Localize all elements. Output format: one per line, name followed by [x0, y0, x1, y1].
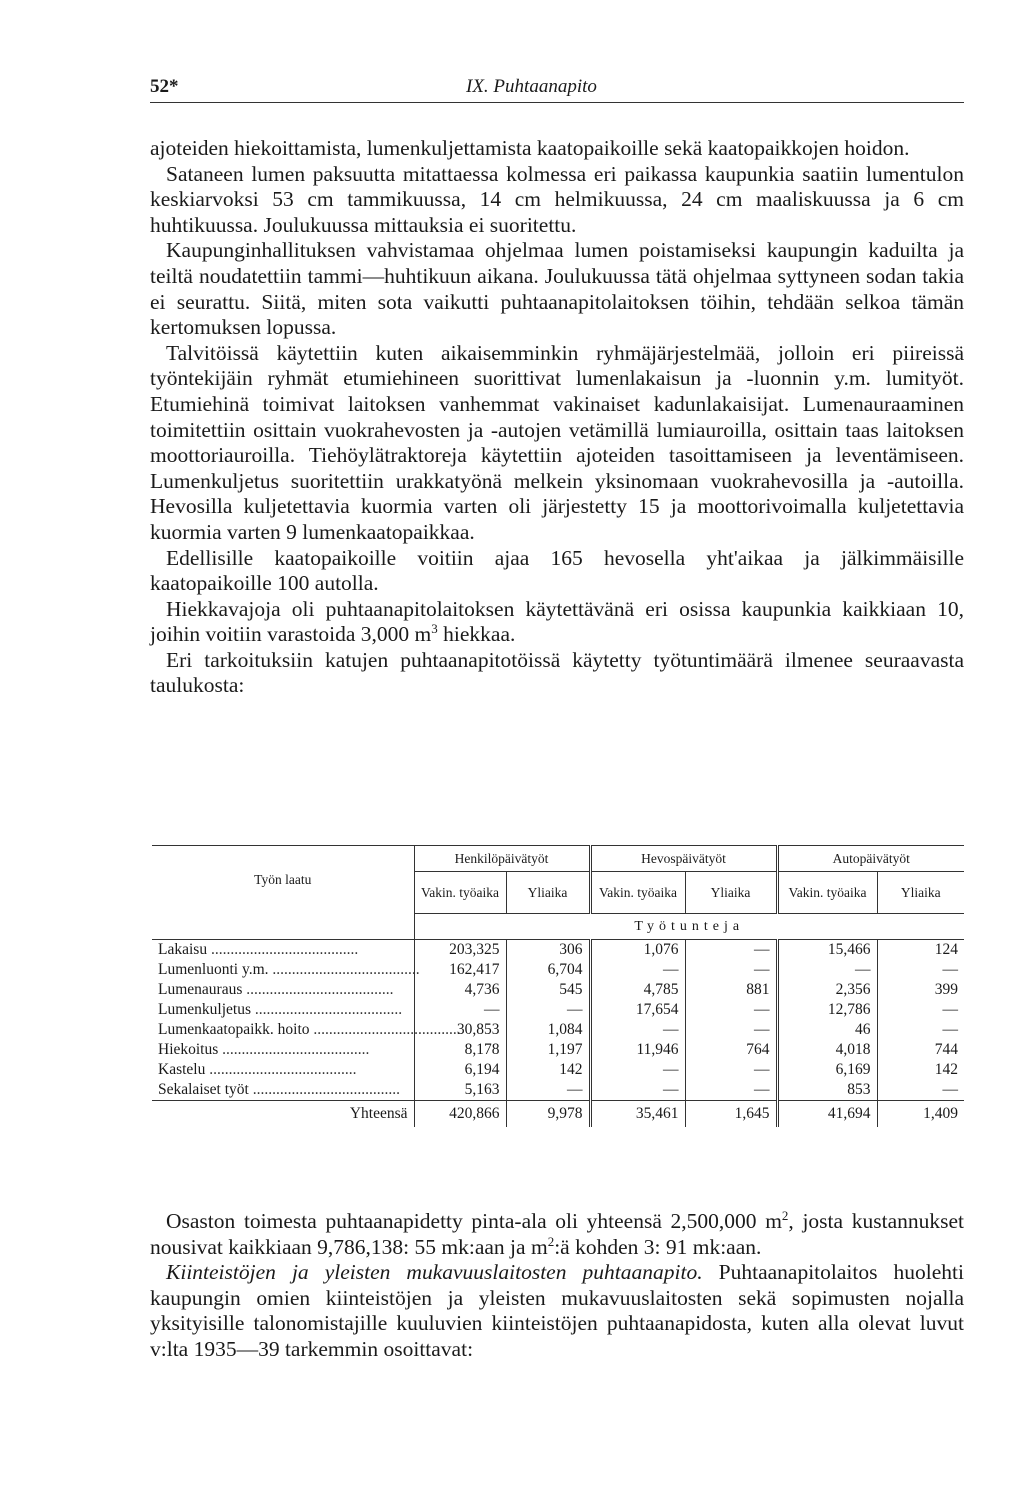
cell: 1,197 — [506, 1040, 590, 1060]
cell: — — [685, 1000, 777, 1020]
header-overtime: Yliaika — [506, 872, 590, 914]
cell: — — [414, 1000, 506, 1020]
cell: 11,946 — [590, 1040, 685, 1060]
body-text-bottom — [150, 1209, 964, 1363]
cell: 142 — [506, 1060, 590, 1080]
table-row — [152, 1080, 964, 1101]
table-row — [152, 1060, 964, 1080]
row-label-text: Sekalaiset työt — [158, 1081, 249, 1098]
leader-dots: ...................................... — [246, 981, 394, 998]
paragraph: Eri tarkoituksiin katujen puhtaanapitotöissä käytetty työtuntimäärä ilmenee seuraavasta taulukosta: — [150, 647, 964, 698]
paragraph: ajoteiden hiekoittamista, lumenkuljettamista kaatopaikoille sekä kaatopaikkojen hoidon. — [150, 136, 910, 160]
cell: 764 — [685, 1040, 777, 1060]
row-label — [152, 940, 414, 961]
total-label: Yhteensä — [152, 1101, 414, 1128]
body-text-top — [150, 136, 964, 699]
table-row — [152, 980, 964, 1000]
superscript: 3 — [431, 621, 438, 637]
work-hours-table — [152, 845, 964, 1127]
table-row — [152, 960, 964, 980]
cell: — — [590, 1060, 685, 1080]
paragraph: Talvitöissä käytettiin kuten aikaisemminkin ryhmäjärjestelmää, jolloin eri piireissä työntekijäin ryhmät etumiehineen suorittivat lumenlakaisun ja -luonnin y.m. lumityöt. Etumiehinä toimivat laitoksen vanhemmat vakinaiset kadunlakaisijat. Lumenauraaminen toimitettiin osittain vuokrahevosten ja -autojen vetämillä lumiauroilla, osittain taas laitoksen moottoriauroilla. Tiehöylätraktoreja käytettiin ajoteiden tasoittamiseen ja leventämiseen. Lumenkuljetus suoritettiin urakkatyönä melkein yksinomaan vuokrahevosilla ja -autoilla. Hevosilla kuljetettavia kuormia varten oli järjestetty 15 ja moottorivoimalla kuljetettavia kuormia varten 9 lumenkaatopaikkaa. — [150, 340, 964, 544]
cell: 4,018 — [777, 1040, 877, 1060]
cell: 46 — [777, 1020, 877, 1040]
cell: 545 — [506, 980, 590, 1000]
header-group: Autopäivätyöt — [777, 846, 964, 872]
cell: 399 — [877, 980, 964, 1000]
cell: — — [777, 960, 877, 980]
table-body — [152, 940, 964, 1101]
row-label — [152, 1040, 414, 1060]
leader-dots: ...................................... — [222, 1041, 370, 1058]
header-group: Hevospäivätyöt — [590, 846, 777, 872]
header-overtime: Yliaika — [685, 872, 777, 914]
cell: 6,704 — [506, 960, 590, 980]
cell: 4,785 — [590, 980, 685, 1000]
paragraph — [150, 597, 964, 648]
cell: 8,178 — [414, 1040, 506, 1060]
table-row — [152, 1020, 964, 1040]
cell: 1,084 — [506, 1020, 590, 1040]
row-label — [152, 1000, 414, 1020]
paragraph: Kaupunginhallituksen vahvistamaa ohjelmaa lumen poistamiseksi kaupungin kaduilta ja teiltä noudatettiin tammi—huhtikuun aikana. Joulukuussa tätä ohjelmaa syttyneen sodan takia ei seurattu. Siitä, miten sota vaikutti puhtaanapitolaitoksen töihin, tehdään selkoa tämän kertomuksen lopussa. — [150, 238, 964, 340]
cell: 15,466 — [777, 940, 877, 961]
row-label-text: Lumenkaatopaikk. hoito — [158, 1021, 310, 1038]
text-span: hiekkaa. — [437, 622, 516, 647]
cell: — — [877, 1020, 964, 1040]
cell: 162,417 — [414, 960, 506, 980]
cell: 881 — [685, 980, 777, 1000]
chapter-title: IX. Puhtaanapito — [466, 76, 597, 97]
cell: 17,654 — [590, 1000, 685, 1020]
cell: — — [506, 1000, 590, 1020]
cell: — — [685, 1060, 777, 1080]
paragraph — [150, 1209, 964, 1260]
leader-dots: ...................................... — [210, 941, 359, 958]
paragraph: Edellisille kaatopaikoille voitiin ajaa 165 hevosella yht'aikaa ja jälkimmäisille kaatopaikoille 100 autolla. — [150, 545, 964, 596]
cell: 1,409 — [877, 1101, 964, 1128]
leader-dots: ...................................... — [252, 1081, 400, 1098]
leader-dots: ...................................... — [209, 1061, 357, 1078]
text-span: , josta kustannukset nousivat kaikkiaan 9,786,138: 55 mk:aan ja m — [150, 1209, 964, 1259]
cell: 9,978 — [506, 1101, 590, 1128]
row-label-text: Lumenauraus — [158, 981, 243, 998]
table-row — [152, 1000, 964, 1020]
paragraph — [150, 1260, 964, 1362]
row-label-text: Lakaisu — [158, 941, 208, 958]
cell: — — [590, 1080, 685, 1101]
cell: 306 — [506, 940, 590, 961]
cell: 420,866 — [414, 1101, 506, 1128]
cell: — — [877, 1080, 964, 1101]
cell: 30,853 — [414, 1020, 506, 1040]
cell: 35,461 — [590, 1101, 685, 1128]
header-regular: Vakin. työaika — [414, 872, 506, 914]
row-label-text: Lumenluonti y.m. — [158, 961, 269, 978]
cell: 1,076 — [590, 940, 685, 961]
cell: 142 — [877, 1060, 964, 1080]
row-label-text: Kastelu — [158, 1061, 206, 1078]
leader-dots: ...................................... — [272, 961, 420, 978]
table-total-row — [152, 1101, 964, 1128]
table-row — [152, 940, 964, 961]
superscript: 2 — [547, 1233, 555, 1249]
header-regular: Vakin. työaika — [777, 872, 877, 914]
row-label — [152, 1060, 414, 1080]
cell: 1,645 — [685, 1101, 777, 1128]
cell: — — [506, 1080, 590, 1101]
cell: — — [590, 960, 685, 980]
cell: 2,356 — [777, 980, 877, 1000]
row-label-text: Hiekoitus — [158, 1041, 219, 1058]
paragraph: Sataneen lumen paksuutta mitattaessa kolmessa eri paikassa kaupunkia saatiin lumentulon keskiarvoksi 53 cm tammikuussa, 14 cm helmikuussa, 24 cm maaliskuussa ja 6 cm huhtikuussa. Joulukuussa mittauksia ei suoritettu. — [150, 161, 964, 237]
cell: — — [590, 1020, 685, 1040]
text-span: Puhtaanapitolaitos huolehti kaupungin omien kiinteistöjen ja yleisten mukavuuslaitosten sekä sopimusten nojalla yksityisille talonomistajille kuuluvien kiinteistöjen puhtaanapidosta, kuten alla olevat luvut v:lta 1935—39 tarkemmin osoittavat: — [150, 1260, 964, 1361]
row-label — [152, 960, 420, 980]
text-span: Hiekkavajoja oli puhtaanapitolaitoksen käytettävänä eri osissa kaupunkia kaikkiaan 10, joihin voitiin varastoida 3,000 m — [150, 596, 964, 647]
header-overtime: Yliaika — [877, 872, 964, 914]
cell: 853 — [777, 1080, 877, 1101]
cell: 4,736 — [414, 980, 506, 1000]
cell: 6,194 — [414, 1060, 506, 1080]
leader-dots: ...................................... — [313, 1021, 461, 1038]
cell: 124 — [877, 940, 964, 961]
cell: 12,786 — [777, 1000, 877, 1020]
row-label — [152, 1020, 461, 1040]
row-label — [152, 1080, 414, 1101]
cell: 203,325 — [414, 940, 506, 961]
cell: — — [877, 960, 964, 980]
text-span: :ä kohden 3: 91 mk:aan. — [554, 1234, 762, 1259]
cell: — — [685, 940, 777, 961]
section-title: Kiinteistöjen ja yleisten mukavuuslaitosten puhtaanapito. — [166, 1260, 703, 1285]
cell: 5,163 — [414, 1080, 506, 1101]
table-row — [152, 1040, 964, 1060]
cell: — — [685, 960, 777, 980]
row-label-text: Lumenkuljetus — [158, 1001, 251, 1018]
header-regular: Vakin. työaika — [590, 872, 685, 914]
cell: — — [685, 1020, 777, 1040]
cell: — — [877, 1000, 964, 1020]
page-number: 52* — [150, 76, 179, 97]
cell: — — [685, 1080, 777, 1101]
text-span: Osaston toimesta puhtaanapidetty pinta-ala oli yhteensä 2,500,000 m — [166, 1209, 782, 1233]
header-group: Henkilöpäivätyöt — [414, 846, 590, 872]
page-header — [150, 76, 964, 103]
superscript: 2 — [781, 1207, 789, 1223]
header-unit: Työtunteja — [414, 914, 964, 940]
cell: 744 — [877, 1040, 964, 1060]
cell: 6,169 — [777, 1060, 877, 1080]
cell: 41,694 — [777, 1101, 877, 1128]
leader-dots: ...................................... — [254, 1001, 403, 1018]
row-label — [152, 980, 414, 1000]
header-work-type: Työn laatu — [254, 872, 312, 888]
